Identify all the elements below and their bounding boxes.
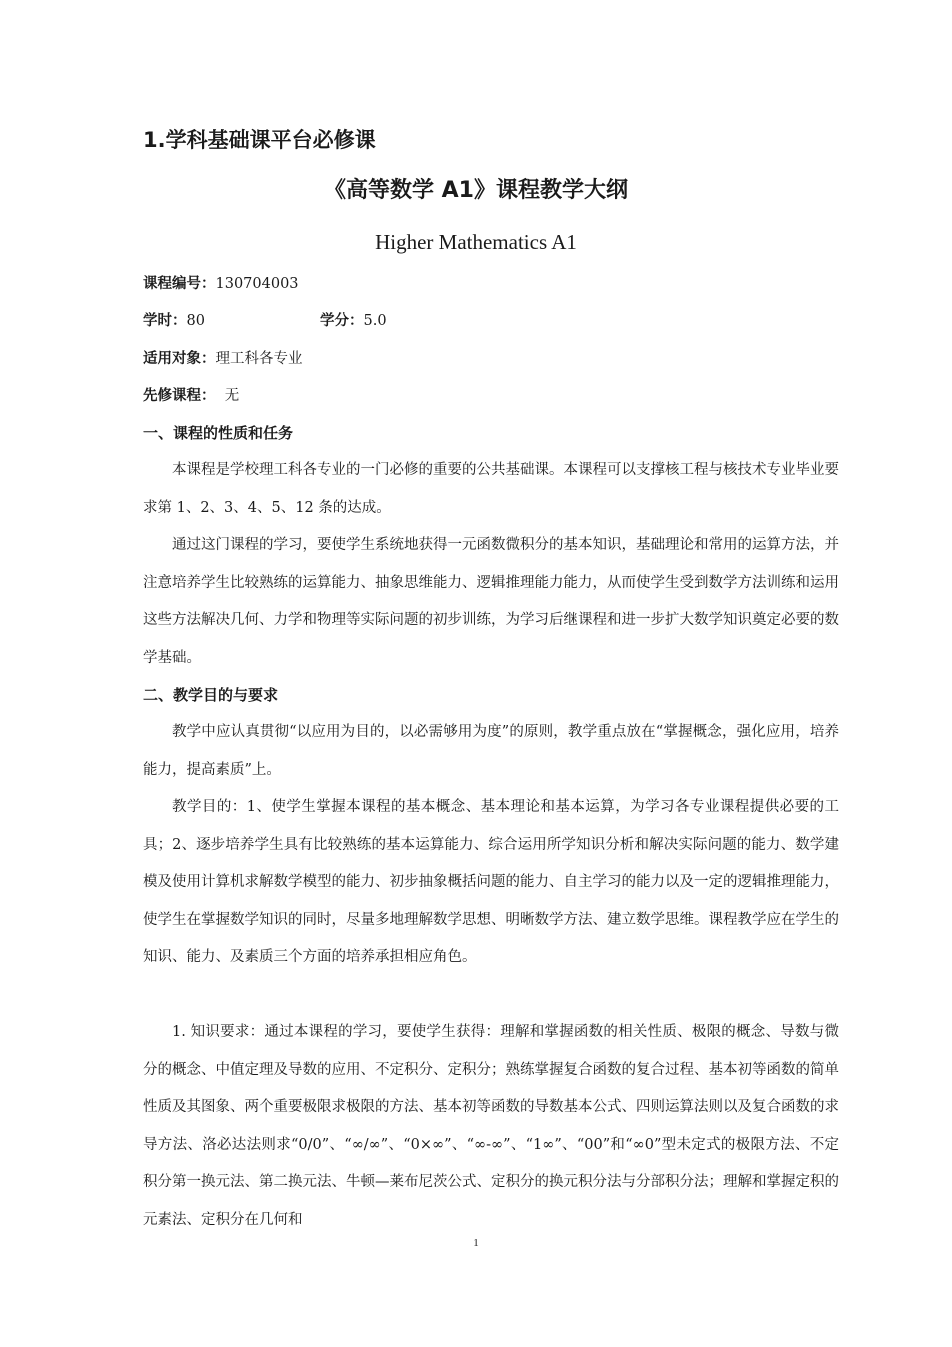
hours-label: 学时： xyxy=(143,313,187,329)
audience-row xyxy=(143,348,303,370)
section-1-paragraph-1: 本课程是学校理工科各专业的一门必修的重要的公共基础课。本课程可以支撑核工程与核技术专业毕业要求第 1、2、3、4、5、12 条的达成。 xyxy=(143,462,839,516)
document-title: 《高等数学 A1》课程教学大纲 xyxy=(324,178,628,203)
hours-value: 80 xyxy=(186,313,205,329)
page-number: 1 xyxy=(473,1237,479,1249)
prerequisite-label: 先修课程： xyxy=(143,388,216,404)
audience-value: 理工科各专业 xyxy=(215,351,303,367)
section-2-paragraph-3: 1. 知识要求：通过本课程的学习，要使学生获得：理解和掌握函数的相关性质、极限的概念、导数与微分的概念、中值定理及导数的应用、不定积分、定积分；熟练掌握复合函数的复合过程、基本初等函数的简单性质及其图象、两个重要极限求极限的方法、基本初等函数的导数基本公式、四则运算法则以及复合函数的求导方法、洛必达法则求“0/0”、“∞/∞”、“0×∞”、“∞-∞”、“1∞”、“00”和“∞0”型未定式的极限方法、不定积分第一换元法、第二换元法、牛顿—莱布尼茨公式、定积分的换元积分法与分部积分法；理解和掌握定积的元素法、定积分在几何和 xyxy=(143,1024,839,1228)
course-code-label: 课程编号： xyxy=(143,276,216,292)
hours-row xyxy=(143,310,205,332)
prerequisite-row xyxy=(143,385,239,407)
prerequisite-value: 无 xyxy=(215,388,240,404)
course-code-value: 130704003 xyxy=(215,276,299,292)
section-2-paragraph-1: 教学中应认真贯彻“以应用为目的，以必需够用为度”的原则，教学重点放在“掌握概念，强化应用，培养能力，提高素质”上。 xyxy=(143,724,839,778)
document-subtitle: Higher Mathematics A1 xyxy=(375,230,577,254)
audience-label: 适用对象： xyxy=(143,351,216,367)
course-code-row xyxy=(143,273,299,295)
credits-value: 5.0 xyxy=(363,313,387,329)
section-1-heading: 一、课程的性质和任务 xyxy=(143,424,294,442)
credits-row xyxy=(320,310,387,332)
section-1-paragraph-2: 通过这门课程的学习，要使学生系统地获得一元函数微积分的基本知识，基础理论和常用的运算方法，并注意培养学生比较熟练的运算能力、抽象思维能力、逻辑推理能力能力，从而使学生受到数学方法训练和运用这些方法解决几何、力学和物理等实际问题的初步训练，为学习后继课程和进一步扩大数学知识奠定必要的数学基础。 xyxy=(143,537,839,666)
section-2-paragraph-2: 教学目的：1、使学生掌握本课程的基本概念、基本理论和基本运算，为学习各专业课程提供必要的工具；2、逐步培养学生具有比较熟练的基本运算能力、综合运用所学知识分析和解决实际问题的能力、数学建模及使用计算机求解数学模型的能力、初步抽象概括问题的能力、自主学习的能力以及一定的逻辑推理能力，使学生在掌握数学知识的同时，尽量多地理解数学思想、明晰数学方法、建立数学思维。课程教学应在学生的知识、能力、及素质三个方面的培养承担相应角色。 xyxy=(143,799,839,965)
credits-label: 学分： xyxy=(320,313,364,329)
section-heading: 1.学科基础课平台必修课 xyxy=(143,128,376,152)
section-2-heading: 二、教学目的与要求 xyxy=(143,686,279,704)
